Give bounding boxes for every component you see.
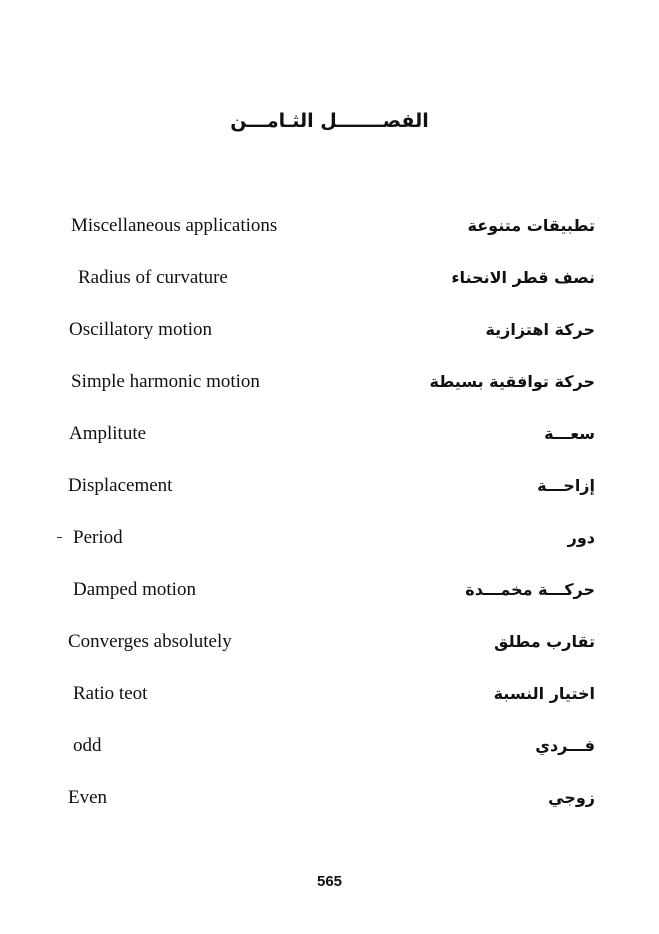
arabic-term: نصف قطر الانحناء — [451, 268, 595, 287]
glossary-row — [0, 264, 659, 294]
glossary-row — [0, 524, 659, 554]
arabic-term: حركة توافقية بسيطة — [429, 372, 595, 391]
arabic-term: فـــردي — [535, 736, 595, 755]
english-term: Simple harmonic motion — [71, 371, 260, 392]
stray-dash-mark — [57, 537, 62, 538]
arabic-term: سعـــة — [544, 424, 595, 443]
english-term: Miscellaneous applications — [71, 215, 278, 236]
arabic-term: حركـــة مخمـــدة — [465, 580, 595, 599]
english-term: Displacement — [68, 475, 173, 496]
arabic-term: دور — [567, 528, 595, 547]
english-term: odd — [73, 735, 102, 756]
glossary-row — [0, 680, 659, 710]
arabic-term: حركة اهتزازية — [485, 320, 595, 339]
english-term: Amplitute — [69, 423, 147, 444]
english-term: Damped motion — [73, 579, 196, 600]
arabic-term: زوجي — [548, 788, 595, 807]
english-term: Radius of curvature — [78, 267, 228, 288]
glossary-row — [0, 212, 659, 242]
glossary-row — [0, 420, 659, 450]
english-term: Oscillatory motion — [69, 319, 213, 340]
english-term: Ratio teot — [73, 683, 148, 704]
english-term: Converges absolutely — [68, 631, 232, 652]
glossary-row — [0, 368, 659, 398]
english-term: Even — [68, 787, 108, 808]
glossary-row — [0, 316, 659, 346]
arabic-term: تقارب مطلق — [494, 632, 595, 651]
page-number: 565 — [316, 873, 343, 890]
arabic-term: إزاحـــة — [537, 476, 595, 495]
glossary-row — [0, 732, 659, 762]
glossary-row — [0, 576, 659, 606]
glossary-row — [0, 784, 659, 814]
glossary-row — [0, 472, 659, 502]
chapter-title: الفصـــــــل الثـامـــن — [230, 110, 429, 132]
glossary-row — [0, 628, 659, 658]
arabic-term: اختيار النسبة — [493, 684, 595, 703]
english-term: Period — [73, 527, 123, 548]
arabic-term: تطبيقات متنوعة — [467, 216, 595, 235]
